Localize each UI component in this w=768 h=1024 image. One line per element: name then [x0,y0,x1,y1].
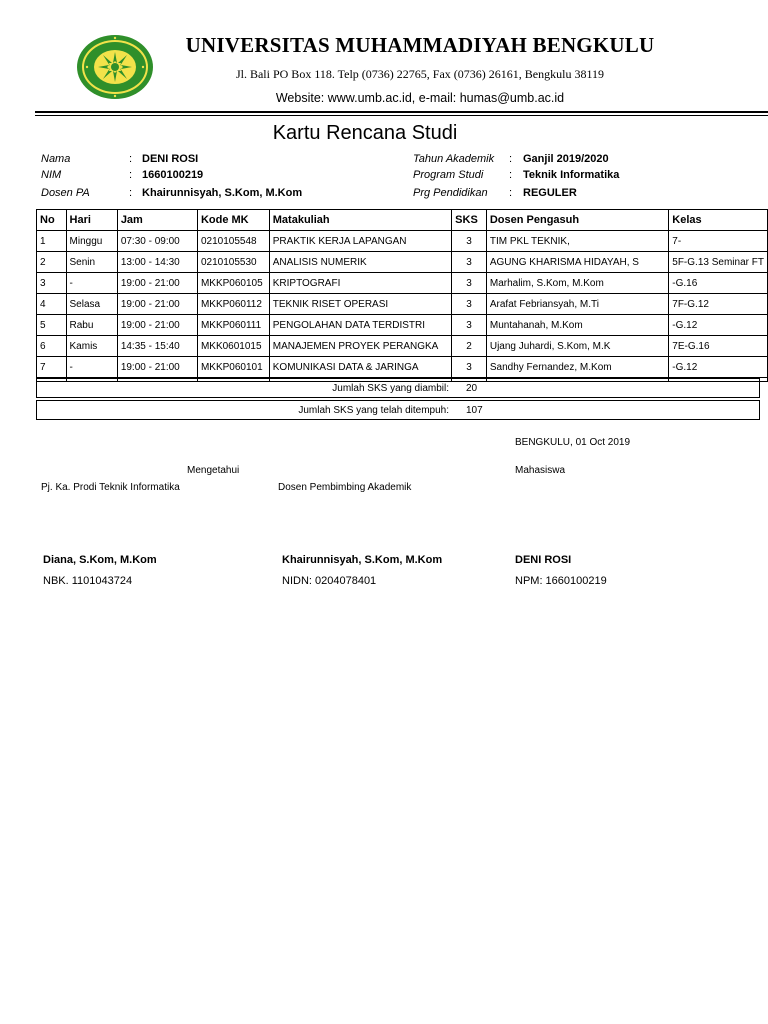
col-header-matakuliah: Matakuliah [269,210,451,231]
cell-jam: 19:00 - 21:00 [117,294,197,315]
cell-kelas: -G.12 [669,357,768,378]
cell-kode-mk: MKK0601015 [197,336,269,357]
cell-matakuliah: TEKNIK RISET OPERASI [269,294,451,315]
cell-sks: 3 [452,357,487,378]
cell-no: 1 [37,231,67,252]
cell-hari: Rabu [66,315,117,336]
nim-label: NIM [41,169,62,181]
cell-jam: 19:00 - 21:00 [117,357,197,378]
cell-jam: 13:00 - 14:30 [117,252,197,273]
colon: : [509,153,513,165]
dosen-pa: Khairunnisyah, S.Kom, M.Kom [142,187,303,199]
colon: : [129,169,133,181]
col-header-kelas: Kelas [669,210,768,231]
cell-no: 7 [37,357,67,378]
sks-taken-value: 20 [466,383,478,394]
colon: : [509,187,513,199]
mengetahui-label: Mengetahui [187,465,240,476]
university-contact: Website: www.umb.ac.id, e-mail: humas@umb.ac.id [275,91,565,105]
colon: : [129,187,133,199]
cell-hari: Senin [66,252,117,273]
kaprodi-name: Diana, S.Kom, M.Kom [43,554,157,566]
cell-dosen: Muntahanah, M.Kom [486,315,668,336]
cell-sks: 2 [452,336,487,357]
cell-matakuliah: ANALISIS NUMERIK [269,252,451,273]
cell-kode-mk: 0210105530 [197,252,269,273]
cell-matakuliah: PRAKTIK KERJA LAPANGAN [269,231,451,252]
cell-matakuliah: KRIPTOGRAFI [269,273,451,294]
dosen-pa-label: Dosen PA [41,187,90,199]
cell-sks: 3 [452,252,487,273]
cell-sks: 3 [452,231,487,252]
mahasiswa-name: DENI ROSI [515,554,572,566]
kaprodi-id: NBK. 1101043724 [43,575,133,587]
university-logo [75,33,155,101]
col-header-dosen: Dosen Pengasuh [486,210,668,231]
cell-hari: Kamis [66,336,117,357]
cell-sks: 3 [452,315,487,336]
tahun-label: Tahun Akademik [413,153,495,165]
col-header-hari: Hari [66,210,117,231]
cell-kelas: -G.16 [669,273,768,294]
cell-kode-mk: MKKP060101 [197,357,269,378]
course-table [36,209,768,382]
cell-dosen: Arafat Febriansyah, M.Ti [486,294,668,315]
table-row [37,231,768,252]
cell-no: 4 [37,294,67,315]
student-name: DENI ROSI [142,153,199,165]
kaprodi-title: Pj. Ka. Prodi Teknik Informatika [41,482,180,493]
header-divider-thin [35,115,768,116]
student-nim: 1660100219 [142,169,204,181]
cell-hari: Minggu [66,231,117,252]
table-row [37,294,768,315]
pembimbing-name: Khairunnisyah, S.Kom, M.Kom [282,554,443,566]
cell-kelas: 7E-G.16 [669,336,768,357]
document-title: Kartu Rencana Studi [272,122,458,144]
table-row [37,315,768,336]
cell-matakuliah: PENGOLAHAN DATA TERDISTRI [269,315,451,336]
cell-dosen: Sandhy Fernandez, M.Kom [486,357,668,378]
cell-kode-mk: MKKP060105 [197,273,269,294]
university-name: UNIVERSITAS MUHAMMADIYAH BENGKULU [185,33,655,57]
cell-kelas: -G.12 [669,315,768,336]
mahasiswa-id: NPM: 1660100219 [515,575,607,587]
sks-done-row [36,400,760,420]
cell-jam: 19:00 - 21:00 [117,315,197,336]
cell-matakuliah: KOMUNIKASI DATA & JARINGA [269,357,451,378]
nama-label: Nama [41,153,71,165]
table-row [37,357,768,378]
colon: : [129,153,133,165]
cell-jam: 07:30 - 09:00 [117,231,197,252]
cell-kode-mk: MKKP060111 [197,315,269,336]
col-header-no: No [37,210,67,231]
table-row [37,336,768,357]
table-header-row [37,210,768,231]
mahasiswa-label: Mahasiswa [515,465,566,476]
cell-kelas: 5F-G.13 Seminar FT [669,252,768,273]
tahun-akademik: Ganjil 2019/2020 [523,153,609,165]
cell-kelas: 7- [669,231,768,252]
cell-dosen: TIM PKL TEKNIK, [486,231,668,252]
pembimbing-id: NIDN: 0204078401 [282,575,377,587]
cell-no: 6 [37,336,67,357]
cell-hari: - [66,273,117,294]
pembimbing-title: Dosen Pembimbing Akademik [278,482,412,493]
cell-no: 5 [37,315,67,336]
program-pendidikan: REGULER [523,187,577,199]
header-divider [35,111,768,113]
prg-label: Prg Pendidikan [413,187,488,199]
col-header-kode-mk: Kode MK [197,210,269,231]
table-row [37,252,768,273]
cell-dosen: Marhalim, S.Kom, M.Kom [486,273,668,294]
cell-kelas: 7F-G.12 [669,294,768,315]
cell-kode-mk: 0210105548 [197,231,269,252]
sks-taken-label: Jumlah SKS yang diambil: [332,383,449,394]
col-header-jam: Jam [117,210,197,231]
col-header-sks: SKS [452,210,487,231]
cell-jam: 19:00 - 21:00 [117,273,197,294]
table-row [37,273,768,294]
cell-jam: 14:35 - 15:40 [117,336,197,357]
cell-sks: 3 [452,273,487,294]
cell-no: 3 [37,273,67,294]
cell-matakuliah: MANAJEMEN PROYEK PERANGKA [269,336,451,357]
cell-no: 2 [37,252,67,273]
cell-dosen: AGUNG KHARISMA HIDAYAH, S [486,252,668,273]
university-address: Jl. Bali PO Box 118. Telp (0736) 22765, Fax (0736) 26161, Bengkulu 38119 [235,67,605,81]
cell-hari: Selasa [66,294,117,315]
cell-kode-mk: MKKP060112 [197,294,269,315]
prodi-label: Program Studi [413,169,484,181]
sks-taken-row [36,378,760,398]
program-studi: Teknik Informatika [523,169,620,181]
sks-done-label: Jumlah SKS yang telah ditempuh: [298,405,449,416]
colon: : [509,169,513,181]
sks-done-value: 107 [466,405,483,416]
cell-dosen: Ujang Juhardi, S.Kom, M.K [486,336,668,357]
cell-sks: 3 [452,294,487,315]
cell-hari: - [66,357,117,378]
place-date: BENGKULU, 01 Oct 2019 [515,437,631,448]
